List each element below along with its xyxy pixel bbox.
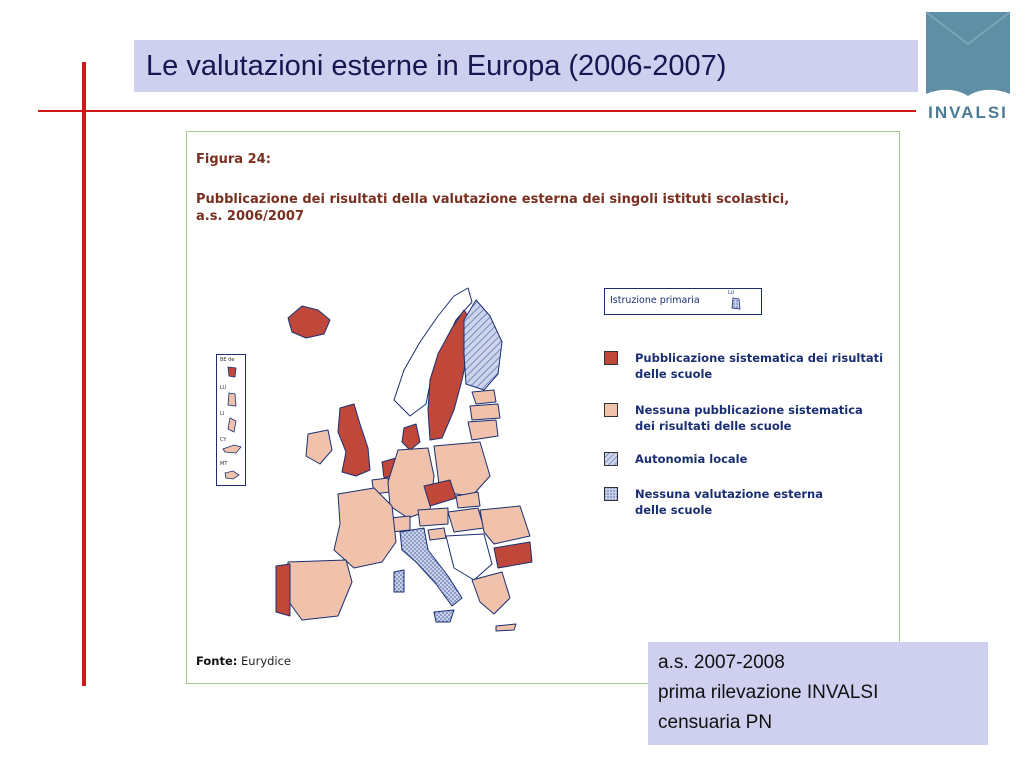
inset-label-be-de: BE de	[220, 357, 235, 363]
region-hungary	[448, 508, 484, 532]
region-germany	[388, 448, 434, 518]
figure-source	[196, 654, 291, 668]
legend-label: Nessuna pubblicazione sistematica dei risultati delle scuole	[635, 403, 863, 433]
inset-label-lu: LU	[220, 385, 227, 391]
legend-swatch-dots	[604, 487, 618, 501]
region-spain	[286, 560, 352, 620]
region-austria	[418, 508, 448, 526]
region-crete	[496, 624, 516, 631]
region-slovenia	[428, 528, 446, 540]
region-uk	[338, 404, 370, 476]
inset-mt-shape	[223, 469, 241, 481]
inset-label-li: LI	[220, 411, 225, 417]
figure-subtitle: Pubblicazione dei risultati della valutazione esterna dei singoli istituti scolastici, a.s. 2006/2007	[196, 192, 790, 224]
source-label: Fonte:	[196, 654, 238, 668]
legend-item-no-external	[604, 486, 835, 518]
region-estonia	[472, 390, 496, 404]
region-sardinia	[394, 570, 404, 592]
legend-lu-shape	[730, 297, 742, 311]
region-bulgaria	[494, 542, 532, 568]
legend-primary-tag: LU	[728, 290, 735, 296]
legend-swatch-pink	[604, 403, 618, 417]
figure-label: Figura 24:	[196, 152, 271, 167]
region-lithuania	[468, 420, 498, 440]
europe-map	[258, 280, 568, 640]
region-denmark	[402, 424, 420, 450]
inset-small-territories	[216, 354, 246, 486]
svg-text:INVALSI: INVALSI	[928, 103, 1008, 122]
red-horizontal-line	[38, 110, 916, 112]
region-greece	[472, 572, 510, 614]
legend-primary-label: Istruzione primaria	[610, 295, 700, 306]
region-portugal	[276, 564, 290, 616]
legend-swatch-hatch	[604, 452, 618, 466]
legend-item-none	[604, 402, 875, 434]
slide-title: Le valutazioni esterne in Europa (2006-2007)	[146, 50, 727, 82]
region-iceland	[288, 306, 330, 338]
note-line-3: censuaria PN	[658, 712, 773, 733]
region-sicily	[434, 610, 454, 622]
legend-label: Autonomia locale	[635, 452, 748, 466]
inset-cy-shape	[222, 444, 242, 454]
region-ireland	[306, 430, 332, 464]
legend-label: Nessuna valutazione esterna delle scuole	[635, 487, 823, 517]
note-line-1: a.s. 2007-2008	[658, 652, 785, 673]
note-box	[648, 642, 988, 745]
invalsi-logo	[922, 8, 1014, 130]
region-romania	[480, 506, 530, 544]
region-balkans	[446, 534, 492, 580]
region-latvia	[470, 404, 500, 420]
red-vertical-line	[82, 62, 86, 686]
legend-label: Pubblicazione sistematica dei risultati delle scuole	[635, 351, 884, 381]
region-finland	[464, 300, 502, 390]
note-line-2: prima rilevazione INVALSI	[658, 682, 879, 703]
legend-item-local	[604, 451, 885, 467]
legend-swatch-red	[604, 351, 618, 365]
inset-be-de-shape	[226, 365, 238, 379]
inset-lu-shape	[226, 392, 238, 408]
source-value: Eurydice	[241, 654, 292, 668]
legend-item-systematic	[604, 350, 885, 382]
inset-label-mt: MT	[220, 461, 228, 467]
region-france	[334, 488, 396, 568]
inset-label-cy: CY	[220, 437, 227, 443]
inset-li-shape	[226, 417, 238, 433]
